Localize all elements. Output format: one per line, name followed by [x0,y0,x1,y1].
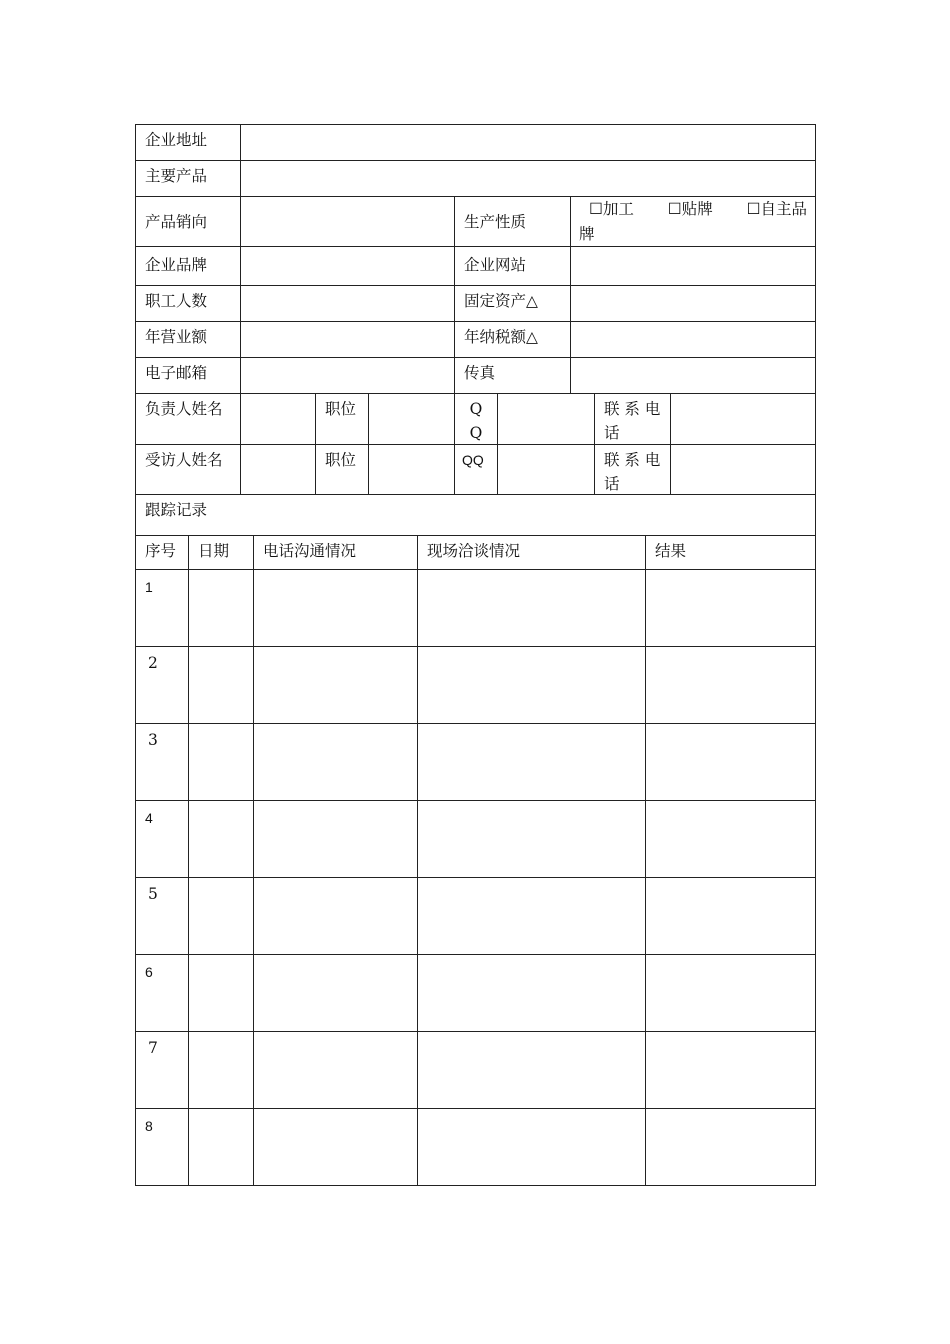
field-employees[interactable] [241,286,454,321]
row-index: 5 [148,885,158,903]
field-manager-position[interactable] [369,394,454,444]
row-onsite-cell[interactable] [418,724,645,800]
row-date-cell[interactable] [189,878,253,954]
label-employees: 职工人数 [145,292,208,310]
label-manager-position: 职位 [325,400,357,418]
row-index: 2 [148,654,158,672]
label-website: 企业网站 [464,256,527,274]
row-phone-cell[interactable] [254,1109,417,1185]
field-annual-tax[interactable] [571,322,815,357]
row-index: 4 [145,810,153,826]
field-brand[interactable] [241,247,454,285]
row-onsite-cell[interactable] [418,647,645,723]
row-result-cell[interactable] [646,647,815,723]
row-result-cell[interactable] [646,801,815,877]
field-annual-revenue[interactable] [241,322,454,357]
row-phone-cell[interactable] [254,647,417,723]
row-onsite-cell[interactable] [418,570,645,646]
field-products[interactable] [241,161,815,196]
label-products: 主要产品 [145,167,208,185]
label-production-type: 生产性质 [464,212,527,231]
label-manager-qq [455,394,497,444]
row-index: 1 [145,579,153,595]
row-onsite-cell[interactable] [418,1109,645,1185]
header-index: 序号 [145,542,177,560]
tracking-title: 跟踪记录 [145,501,208,519]
row-index: 8 [145,1118,153,1134]
option-own-brand-wrap: 牌 [579,225,595,243]
production-type-options [571,197,815,246]
field-fixed-assets[interactable] [571,286,815,321]
label-manager-phone-line1: 联 系 电 [604,400,661,418]
row-phone-cell[interactable] [254,724,417,800]
label-manager-name: 负责人姓名 [145,400,223,418]
option-oem-checkbox[interactable]: ☐贴牌 [667,200,713,218]
row-onsite-cell[interactable] [418,801,645,877]
header-onsite-negotiation: 现场洽谈情况 [427,542,521,560]
row-date-cell[interactable] [189,955,253,1031]
row-result-cell[interactable] [646,955,815,1031]
label-manager-phone-line2: 话 [604,424,620,442]
row-index: 6 [145,964,153,980]
row-result-cell[interactable] [646,1032,815,1108]
header-result: 结果 [655,542,687,560]
row-onsite-cell[interactable] [418,1032,645,1108]
row-onsite-cell[interactable] [418,878,645,954]
option-own-brand-checkbox[interactable]: ☐自主品 [746,200,807,218]
field-interviewee-position[interactable] [369,445,454,494]
row-result-cell[interactable] [646,570,815,646]
row-onsite-cell[interactable] [418,955,645,1031]
label-interviewee-name: 受访人姓名 [145,451,223,469]
row-date-cell[interactable] [189,801,253,877]
label-manager-qq-line2: Q [469,424,483,442]
label-brand: 企业品牌 [145,256,208,274]
row-date-cell[interactable] [189,1109,253,1185]
row-date-cell[interactable] [189,570,253,646]
field-website[interactable] [571,247,815,285]
row-phone-cell[interactable] [254,1032,417,1108]
label-manager-phone [595,394,670,444]
header-date: 日期 [198,542,230,560]
label-interviewee-qq: QQ [462,452,484,468]
field-manager-name[interactable] [241,394,315,444]
label-annual-tax: 年纳税额△ [464,328,538,346]
field-interviewee-name[interactable] [241,445,315,494]
field-manager-phone[interactable] [671,394,815,444]
row-result-cell[interactable] [646,1109,815,1185]
row-result-cell[interactable] [646,878,815,954]
label-interviewee-phone-line1: 联 系 电 [604,451,661,469]
label-address: 企业地址 [145,131,208,149]
row-date-cell[interactable] [189,724,253,800]
label-fixed-assets: 固定资产△ [464,292,538,310]
row-phone-cell[interactable] [254,801,417,877]
field-email[interactable] [241,358,454,393]
label-annual-revenue: 年营业额 [145,328,208,346]
row-phone-cell[interactable] [254,955,417,1031]
label-manager-qq-line1: Q [469,400,483,418]
row-index: 3 [148,731,158,749]
row-date-cell[interactable] [189,647,253,723]
label-fax: 传真 [464,364,496,382]
label-interviewee-phone-line2: 话 [604,475,620,493]
field-manager-qq[interactable] [498,394,594,444]
field-interviewee-phone[interactable] [671,445,815,494]
row-date-cell[interactable] [189,1032,253,1108]
row-result-cell[interactable] [646,724,815,800]
label-interviewee-phone [595,445,670,494]
row-index: 7 [148,1039,158,1057]
row-phone-cell[interactable] [254,878,417,954]
label-email: 电子邮箱 [145,364,208,382]
rule [815,124,816,1186]
field-fax[interactable] [571,358,815,393]
rule [135,1185,816,1186]
field-address[interactable] [241,125,815,160]
label-interviewee-position: 职位 [325,451,357,469]
field-sales-direction[interactable] [241,197,454,246]
header-phone-communication: 电话沟通情况 [263,542,357,560]
row-phone-cell[interactable] [254,570,417,646]
option-processing-checkbox[interactable]: ☐加工 [589,200,634,218]
field-interviewee-qq[interactable] [498,445,594,494]
label-sales-direction: 产品销向 [145,212,208,231]
